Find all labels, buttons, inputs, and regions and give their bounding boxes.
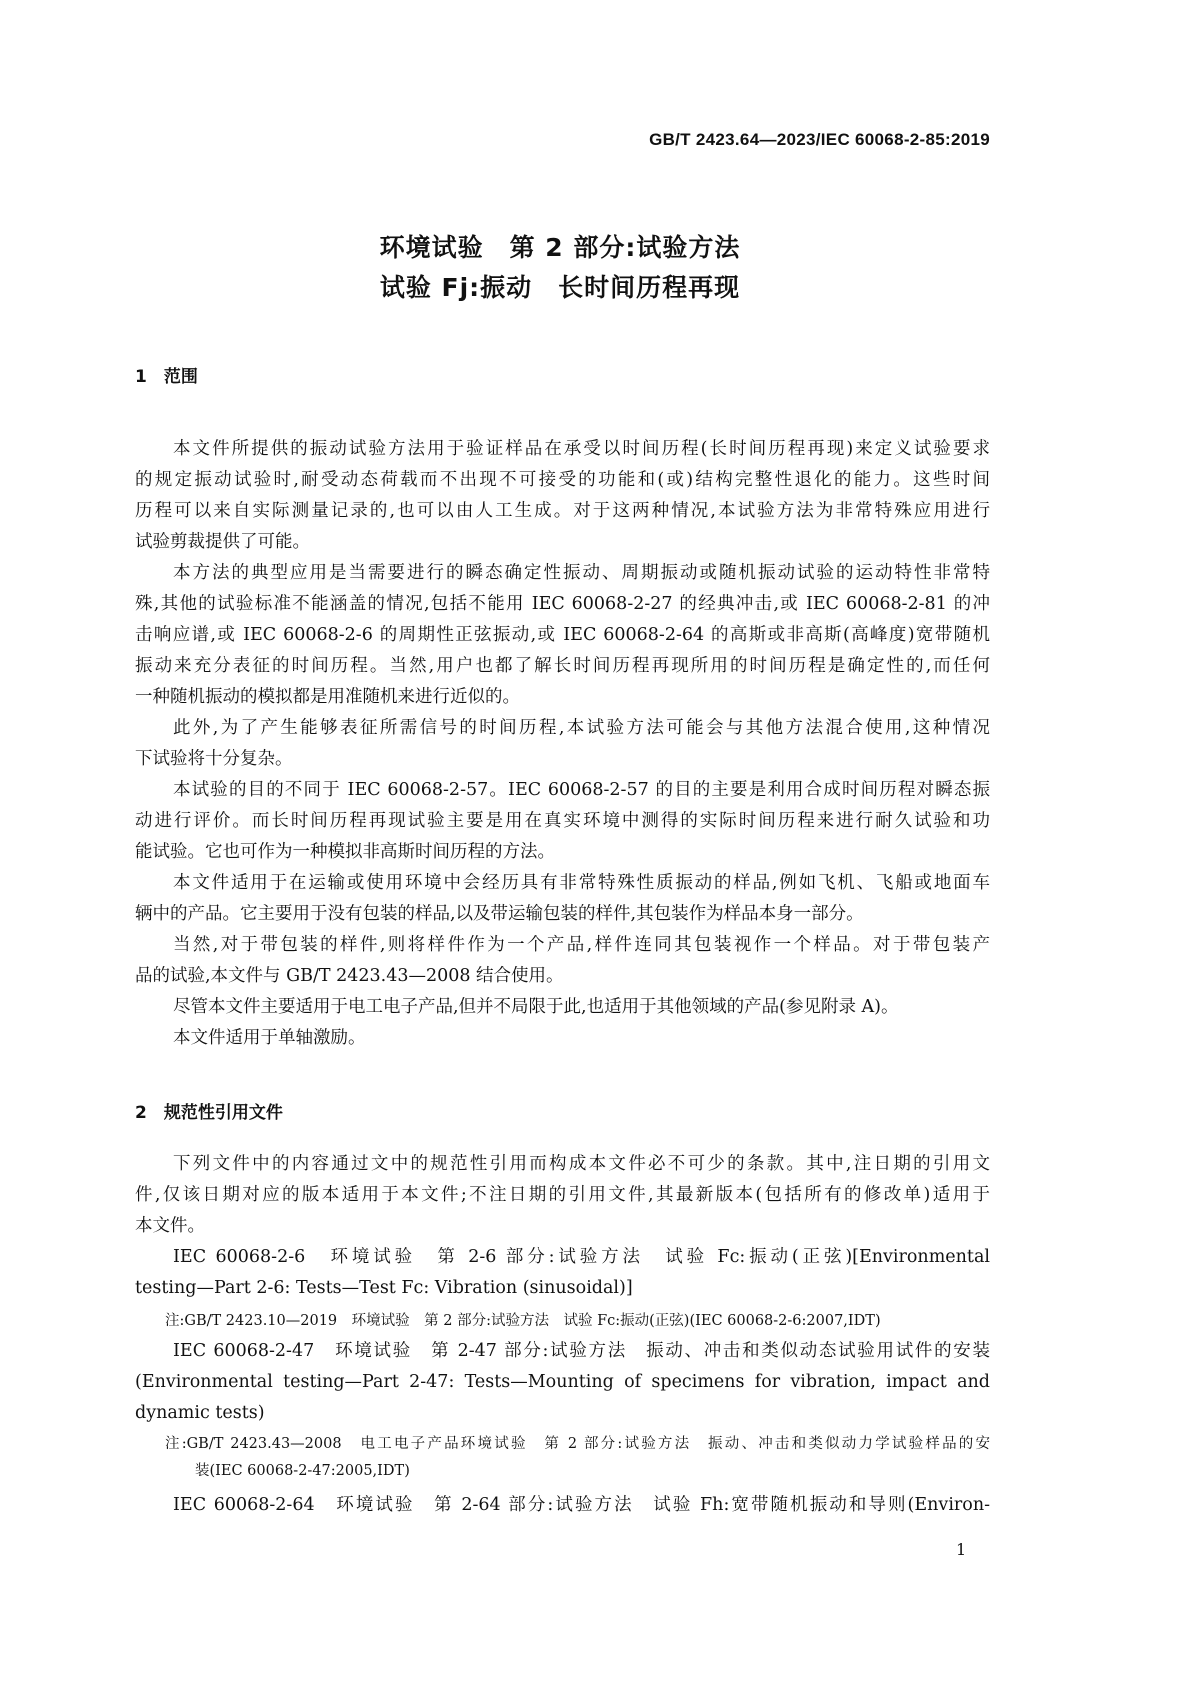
paragraph-line: (Environmental testing—Part 2-47: Tests—Mounting of specimens for vibration, impact and: [135, 1372, 990, 1392]
note-line: 装(IEC 60068-2-47:2005,IDT): [195, 1463, 410, 1479]
paragraph-line: 辆中的产品。它主要用于没有包装的样品,以及带运输包装的样件,其包装作为样品本身一部分。: [135, 904, 864, 924]
paragraph-line: 试验剪裁提供了可能。: [135, 532, 310, 552]
paragraph-line: 动进行评价。而长时间历程再现试验主要是用在真实环境中测得的实际时间历程来进行耐久试验和功: [135, 811, 990, 831]
paragraph-line: 的规定振动试验时,耐受动态荷载而不出现不可接受的功能和(或)结构完整性退化的能力。这些时间: [135, 470, 990, 490]
paragraph-line: 品的试验,本文件与 GB/T 2423.43—2008 结合使用。: [135, 966, 564, 986]
paragraph-line: 尽管本文件主要适用于电工电子产品,但并不局限于此,也适用于其他领域的产品(参见附录 A)。: [173, 997, 899, 1017]
paragraph-line: 历程可以来自实际测量记录的,也可以由人工生成。对于这两种情况,本试验方法为非常特殊应用进行: [135, 501, 990, 521]
note-line: 注:GB/T 2423.10—2019 环境试验 第 2 部分:试验方法 试验 Fc:振动(正弦)(IEC 60068-2-6:2007,IDT): [165, 1313, 881, 1329]
paragraph-line: dynamic tests): [135, 1403, 265, 1423]
paragraph-line: 本文件所提供的振动试验方法用于验证样品在承受以时间历程(长时间历程再现)来定义试验要求: [173, 439, 990, 459]
paragraph-line: testing—Part 2-6: Tests—Test Fc: Vibration (sinusoidal)]: [135, 1278, 633, 1298]
page-number: 1: [956, 1540, 967, 1559]
paragraph-line: 殊,其他的试验标准不能涵盖的情况,包括不能用 IEC 60068-2-27 的经典冲击,或 IEC 60068-2-81 的冲: [135, 594, 990, 614]
paragraph-line: 本文件适用于在运输或使用环境中会经历具有非常特殊性质振动的样品,例如飞机、飞船或地面车: [173, 873, 990, 893]
paragraph-line: 一种随机振动的模拟都是用准随机来进行近似的。: [135, 687, 520, 707]
section-heading-scope: 1 范围: [135, 367, 198, 387]
paragraph-line: 当然,对于带包装的样件,则将样件作为一个产品,样件连同其包装视作一个样品。对于带包装产: [173, 935, 990, 955]
paragraph-line: IEC 60068-2-47 环境试验 第 2-47 部分:试验方法 振动、冲击和类似动态试验用试件的安装: [173, 1341, 990, 1361]
document-title-line-2: 试验 Fj:振动 长时间历程再现: [379, 273, 741, 302]
paragraph-line: 本试验的目的不同于 IEC 60068-2-57。IEC 60068-2-57 的目的主要是利用合成时间历程对瞬态振: [173, 780, 990, 800]
paragraph-line: 下列文件中的内容通过文中的规范性引用而构成本文件必不可少的条款。其中,注日期的引用文: [173, 1154, 990, 1174]
section-heading-normative-references: 2 规范性引用文件: [135, 1103, 283, 1123]
paragraph-line: 件,仅该日期对应的版本适用于本文件;不注日期的引用文件,其最新版本(包括所有的修改单)适用于: [135, 1185, 990, 1205]
paragraph-line: 振动来充分表征的时间历程。当然,用户也都了解长时间历程再现所用的时间历程是确定性的,而任何: [135, 656, 990, 676]
paragraph-line: IEC 60068-2-64 环境试验 第 2-64 部分:试验方法 试验 Fh:宽带随机振动和导则(Environ-: [173, 1495, 990, 1515]
paragraph-line: 下试验将十分复杂。: [135, 749, 293, 769]
standard-code-header: GB/T 2423.64—2023/IEC 60068-2-85:2019: [649, 130, 990, 149]
paragraph-line: 此外,为了产生能够表征所需信号的时间历程,本试验方法可能会与其他方法混合使用,这种情况: [173, 718, 990, 738]
paragraph-line: IEC 60068-2-6 环境试验 第 2-6 部分:试验方法 试验 Fc:振动(正弦)[Environmental: [173, 1247, 990, 1267]
paragraph-line: 能试验。它也可作为一种模拟非高斯时间历程的方法。: [135, 842, 555, 862]
paragraph-line: 本方法的典型应用是当需要进行的瞬态确定性振动、周期振动或随机振动试验的运动特性非常特: [173, 563, 990, 583]
paragraph-line: 本文件适用于单轴激励。: [173, 1028, 366, 1048]
paragraph-line: 击响应谱,或 IEC 60068-2-6 的周期性正弦振动,或 IEC 60068-2-64 的高斯或非高斯(高峰度)宽带随机: [135, 625, 990, 645]
note-line: 注:GB/T 2423.43—2008 电工电子产品环境试验 第 2 部分:试验方法 振动、冲击和类似动力学试验样品的安: [165, 1436, 990, 1452]
paragraph-line: 本文件。: [135, 1216, 205, 1236]
document-title-line-1: 环境试验 第 2 部分:试验方法: [379, 233, 741, 262]
